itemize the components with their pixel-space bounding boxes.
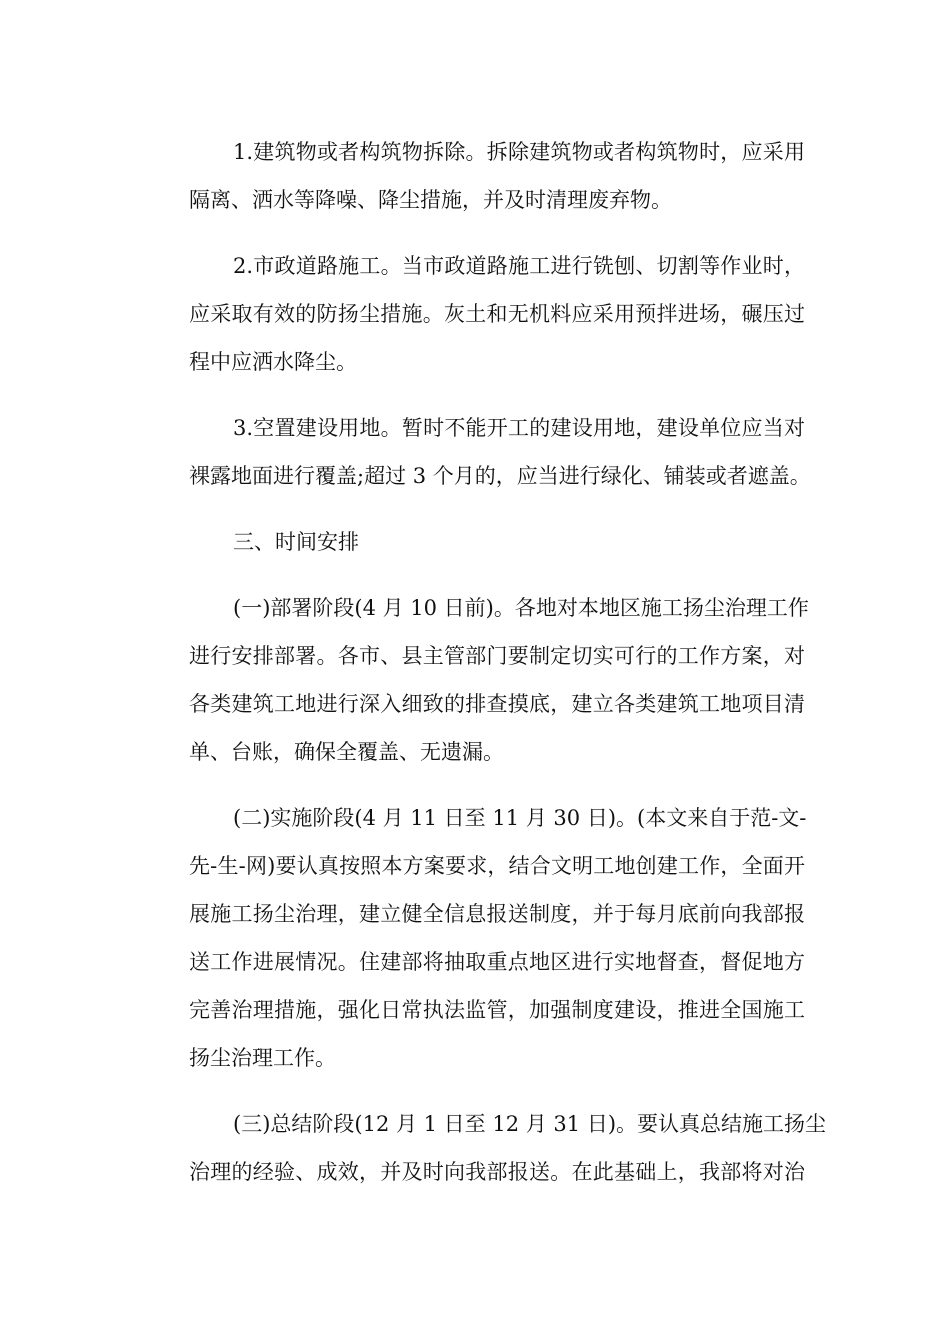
text-line: 治理的经验、成效，并及时向我部报送。在此基础上，我部将对治 (189, 1160, 805, 1184)
heading-line: 三、时间安排 (233, 530, 359, 554)
paragraph-vacant-land (145, 404, 811, 500)
text-line: 程中应洒水降尘。 (189, 350, 357, 374)
paragraph-road-construction (145, 242, 805, 386)
text-line: 隔离、洒水等降噪、降尘措施，并及时清理废弃物。 (189, 188, 672, 212)
text-line: 完善治理措施，强化日常执法监管，加强制度建设，推进全国施工 (189, 998, 805, 1022)
paragraph-implementation-phase (145, 794, 805, 1082)
section-heading-schedule (145, 518, 805, 566)
text-line: 送工作进展情况。住建部将抽取重点地区进行实地督查，督促地方 (189, 950, 805, 974)
text-line: 展施工扬尘治理，建立健全信息报送制度，并于每月底前向我部报 (189, 902, 805, 926)
text-line: 3.空置建设用地。暂时不能开工的建设用地，建设单位应当对 (233, 416, 805, 440)
text-line: 进行安排部署。各市、县主管部门要制定切实可行的工作方案，对 (189, 644, 805, 668)
text-line: (二)实施阶段(4 月 11 日至 11 月 30 日)。(本文来自于范-文- (233, 806, 807, 830)
text-line: 2.市政道路施工。当市政道路施工进行铣刨、切割等作业时， (233, 254, 805, 278)
text-line: (三)总结阶段(12 月 1 日至 12 月 31 日)。要认真总结施工扬尘 (233, 1112, 827, 1136)
text-line: (一)部署阶段(4 月 10 日前)。各地对本地区施工扬尘治理工作 (233, 596, 809, 620)
text-line: 先-生-网)要认真按照本方案要求，结合文明工地创建工作，全面开 (189, 854, 805, 878)
text-line: 单、台账，确保全覆盖、无遗漏。 (189, 740, 504, 764)
text-line: 应采取有效的防扬尘措施。灰土和无机料应采用预拌进场，碾压过 (189, 302, 805, 326)
text-line: 裸露地面进行覆盖;超过 3 个月的，应当进行绿化、铺装或者遮盖。 (189, 464, 811, 488)
paragraph-summary-phase (145, 1100, 827, 1196)
document-body (145, 128, 827, 1214)
text-line: 各类建筑工地进行深入细致的排查摸底，建立各类建筑工地项目清 (189, 692, 805, 716)
paragraph-demolition (145, 128, 805, 224)
text-line: 扬尘治理工作。 (189, 1046, 336, 1070)
paragraph-deployment-phase (145, 584, 809, 776)
text-line: 1.建筑物或者构筑物拆除。拆除建筑物或者构筑物时，应采用 (233, 140, 805, 164)
